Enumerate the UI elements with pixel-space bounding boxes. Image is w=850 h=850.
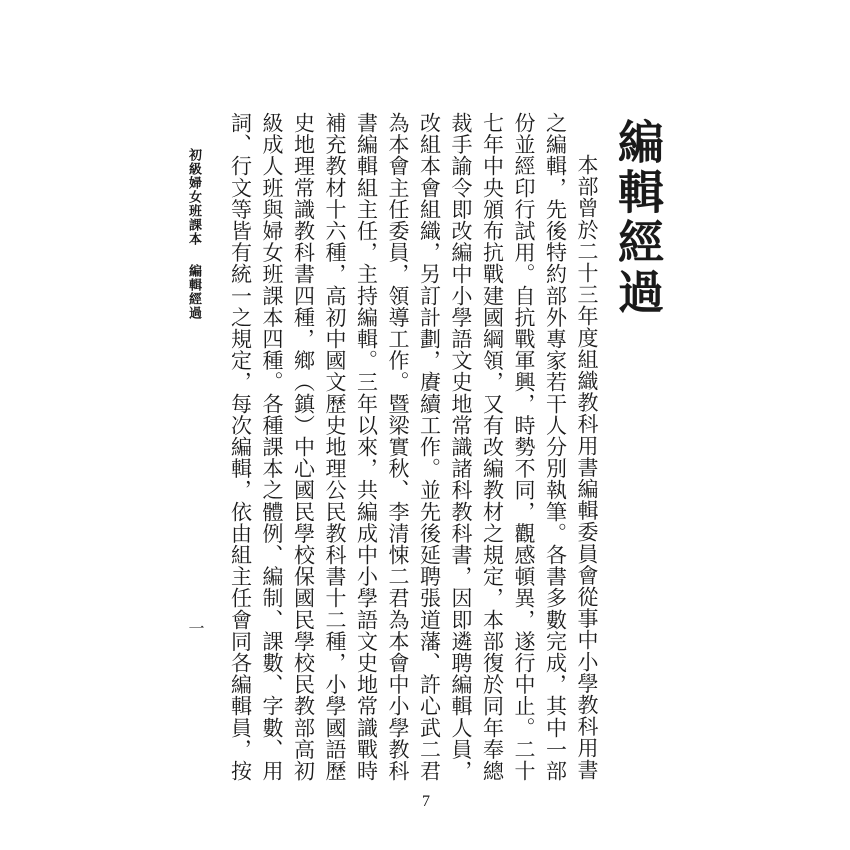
body-text	[222, 112, 602, 782]
running-head	[182, 148, 204, 320]
running-head-gap	[193, 246, 194, 264]
running-head-book: 初級婦女班課本	[186, 148, 201, 246]
page-title: 編輯經過	[611, 118, 665, 318]
page-number: 7	[422, 793, 430, 810]
running-head-section: 編輯經過	[186, 264, 201, 320]
body-paragraph: 本部曾於二十三年度組織教科用書編輯委員會從事中小學教科用書之編輯，先後特約部外專家若干人分別執筆。各書多數完成，其中一部份並經印行試用。自抗戰軍興，時勢不同，觀感頓異，遂行中止。二十七年中央頒布抗戰建國綱領，又有改編教材之規定，本部復於同年奉總裁手諭令即改編中小學語文史地常識諸科教科書，因即遴聘編輯人員，改組本會組織，另訂計劃，賡續工作。並先後延聘張道藩、許心武二君為本會主任委員，領導工作。暨梁實秋、李清悚二君為本會中小學教科書編輯組主任，主持編輯。三年以來，共編成中小學語文史地常識戰時補充教材十六種，高初中國文歷史地理公民教科書十二種，小學國語歷史地理常識教科書四種，鄉（鎮）中心國民學校保國民學校民教部高初級成人班與婦女班課本四種。各種課本之體例、編制、課數、字數、用詞、行文等皆有統一之規定，每次編輯，依由組主任會同各編輯員，按	[228, 112, 599, 782]
side-page-number: 一	[186, 620, 205, 636]
